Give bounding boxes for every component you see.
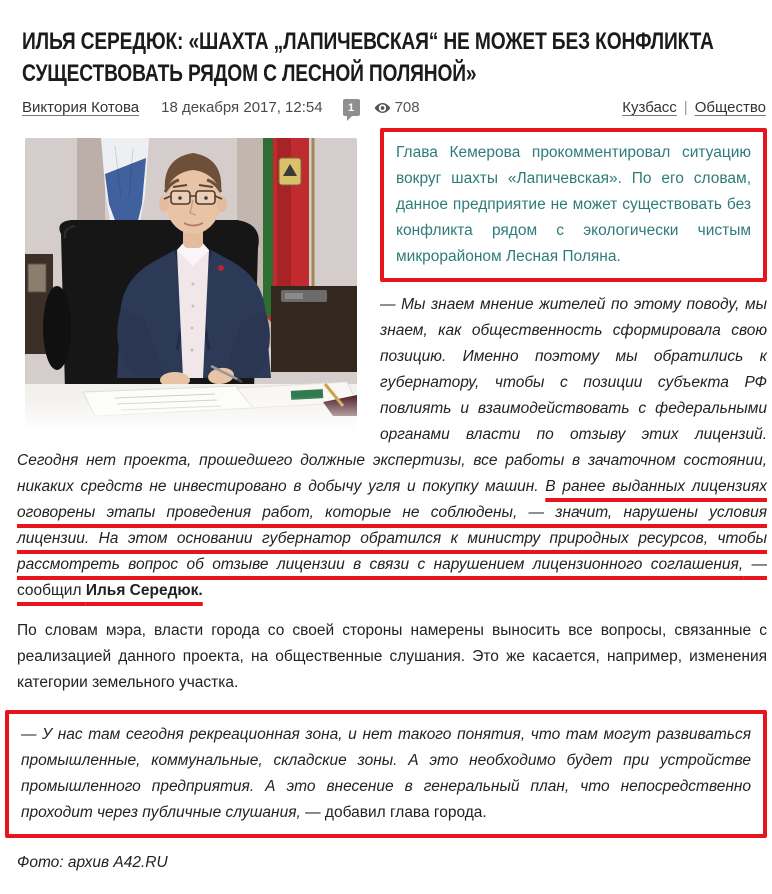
article-photo-illustration — [25, 138, 357, 432]
eye-icon — [374, 102, 391, 114]
publish-date: 18 декабря 2017, 12:54 — [161, 99, 323, 117]
article-photo — [25, 138, 357, 432]
speaker-name: Илья Середюк. — [85, 582, 203, 600]
category-link-region[interactable]: Кузбасс — [622, 99, 677, 117]
byline — [22, 99, 766, 116]
views-count: 708 — [394, 99, 420, 117]
body-paragraph: По словам мэра, власти города со своей стороны намерены выносить все вопросы, связанные с реализацией данного проекта, на общественные слушания. Это же касается, например, изменения категории земельного участка. — [17, 622, 767, 692]
lead-quote — [380, 128, 767, 282]
page-title — [22, 26, 766, 89]
photo-credit: Фото: архив A42.RU — [17, 854, 168, 872]
category-link-section[interactable]: Общество — [694, 99, 766, 117]
comments-count: 1 — [348, 101, 355, 114]
speech-text: — Мы знаем мнение жителей по этому поводу, мы знаем, как общественность сформировала свою позицию. Именно поэтому мы обратились к губернатору, чтобы с позиции субъекта РФ повлиять и взаимодействовать с федеральными органами власти по отзыву этих лицензий. Сегодня нет проекта, прошедшего должные экспертизы, все работы в зачаточном состоянии, никаких средств не инвестировано в добычу угля и покупку машин. — [17, 296, 767, 496]
category-links — [622, 99, 766, 116]
closing-attribution: — добавил глава города. — [300, 804, 487, 822]
views-counter — [374, 99, 420, 116]
attribution-prefix: — сообщил — [17, 556, 767, 600]
category-separator: | — [683, 99, 688, 117]
closing-quote — [5, 710, 767, 838]
closing-quote-text: — У нас там сегодня рекреационная зона, и нет такого понятия, что там могут развиваться промышленные, коммунальные, складские зоны. А это необходимо будет при устройстве промышленного предприятия. А это внесение в генеральный план, что непосредственно проходит через публичные слушания, — [21, 726, 751, 822]
page-title-text: ИЛЬЯ СЕРЕДЮК: «ШАХТА „ЛАПИЧЕВСКАЯ“ НЕ МОЖЕТ БЕЗ КОНФЛИКТА СУЩЕСТВОВАТЬ РЯДОМ С ЛЕСНОЙ ПОЛЯНОЙ» — [22, 28, 714, 87]
article-body — [17, 128, 767, 876]
author-link[interactable]: Виктория Котова — [22, 99, 140, 117]
annotation-underlined-text — [17, 478, 767, 599]
lead-quote-text: Глава Кемерова прокомментировал ситуацию вокруг шахты «Лапичевская». По его словам, данное предприятие не может существовать без конфликта рядом с экологически чистым микрорайоном Лесная Поляна. — [396, 144, 751, 266]
speech-underlined: В ранее выданных лицензиях оговорены этапы проведения работ, которые не соблюдены, — значит, нарушены условия лицензии. На этом основании губернатор обратился к министру природных ресурсов, чтобы рассмотреть вопрос об отзыве лицензии в связи с нарушением лицензионного соглашения, — [17, 478, 767, 574]
comments-badge[interactable] — [343, 99, 360, 116]
